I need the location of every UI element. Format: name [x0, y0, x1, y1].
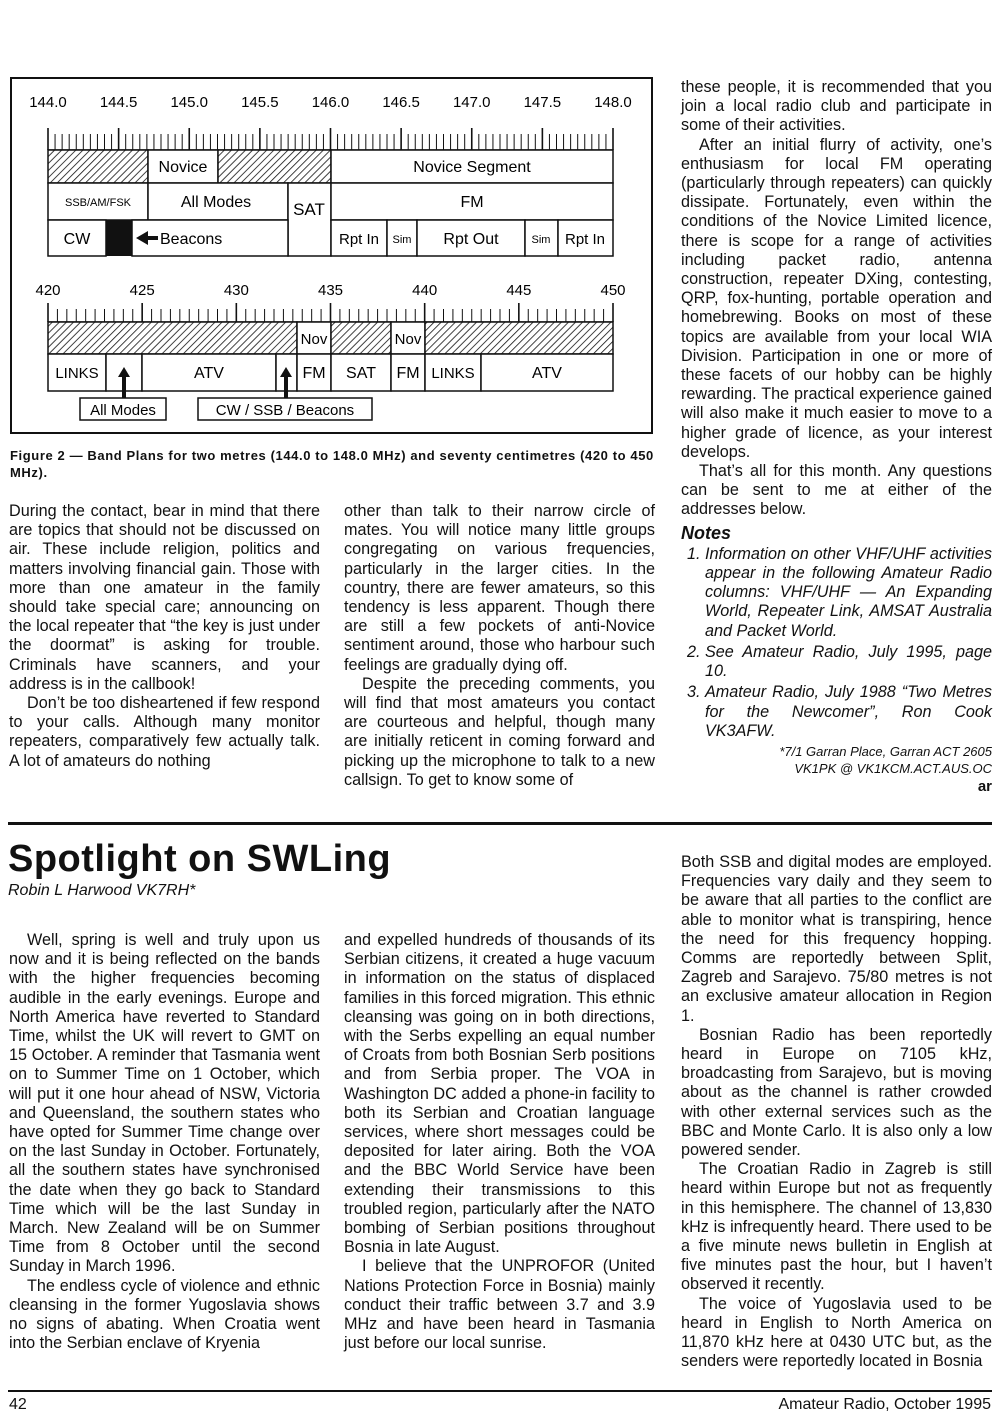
2m-beacons-label: Beacons — [160, 231, 223, 248]
paragraph: I believe that the UNPROFOR (United Nations Protection Force in Bosnia) mainly conduct their traffic between 3.7 and 3.9 MHz and have been heard in Tasmania just before our local sunrise. — [344, 1257, 655, 1353]
2m-sat-label: SAT — [293, 200, 325, 219]
2m-tick-label: 144.5 — [99, 94, 138, 111]
2m-tick-label: 144.0 — [29, 94, 67, 111]
note-item: 1. Information on other VHF/UHF activities appear in the following Amateur Radio columns: VHF/UHF — An Expanding World, Repeater Link, AMSAT Australia and Packet World. — [705, 545, 992, 641]
author-address: *7/1 Garran Place, Garran ACT 2605 — [779, 743, 992, 759]
paragraph: other than talk to their narrow circle of mates. You will notice many little groups congregating on various frequencies, particularly in the larger cities. In the country, there are fewer amateurs, so this tendency is less apparent. Though there are still a few pockets of anti-Novice sentiment around, those who harbour such feelings are gradually dying off. — [344, 502, 655, 674]
paragraph: these people, it is recommended that you join a local radio club and participate in some of their activities. — [681, 78, 992, 135]
70cm-nov2-label: Nov — [394, 331, 422, 348]
notes-section — [681, 524, 992, 796]
paragraph: After an initial flurry of activity, one’s enthusiasm for local FM operating (particularly through repeaters) can quickly dissipate. Fortunately, even within the conditions of the Novice Limited licence, there is scope for a range of activities including packet radio, antenna construction, repeater DXing, contesting, QRP, fox-hunting, portable operation and homebrewing. Books on most of these topics are available from your local WIA Division. Participation in one or more of these facets of our hobby can be highly rewarding. The practical experience gained will also make it much easier to move to a higher grade of licence, as your interest develops. — [681, 135, 992, 461]
article-byline: Robin L Harwood VK7RH* — [8, 882, 196, 899]
section-divider — [8, 822, 992, 825]
70cm-links2-label: LINKS — [431, 365, 475, 382]
2m-tick-label: 145.0 — [170, 94, 209, 111]
2m-rpt-in-label: Rpt In — [338, 231, 380, 248]
2m-tick-labels — [29, 94, 632, 111]
70cm-fm2-label: FM — [396, 365, 420, 382]
paragraph: Well, spring is well and truly upon us now and it is being reflected on the bands with the higher frequencies becoming audible in the early evenings. Europe and North America have reverted to Standard Time, whilst the UK will revert to GMT on 15 October. A reminder that Tasmania went on to Summer Time on 1 October, which will put it one hour ahead of NSW, Victoria and Queensland, the southern states who have opted for Summer Time change over on the last Sunday in October. Fortunately, all the southern states have synchronised the date when they go back to Standard Time which will be the last Sunday in March. New Zealand will be on Summer Time from 8 October until the second Sunday in March 1996. — [9, 931, 320, 1276]
paragraph: The Croatian Radio in Zagreb is still heard within Europe but not as frequently in this hemisphere. The channel of 13,830 kHz is infrequently heard. There used to be a five minute news bulletin in English at five minutes past the hour, but I haven’t observed it recently. — [681, 1160, 992, 1294]
paragraph: Both SSB and digital modes are employed. Frequencies vary daily and they seem to be aware that all parties to the conflict are able to monitor what is transpiring, hence the need for this frequency hopping. Comms are reportedly between Split, Zagreb and Sarajevo. 75/80 metres is not an exclusive amateur allocation in Region 1. — [681, 853, 992, 1025]
70cm-nov1-label: Nov — [300, 331, 328, 348]
70cm-sat-label: SAT — [346, 365, 376, 382]
paragraph: The endless cycle of violence and ethnic cleansing in the former Yugoslavia shows no signs of abating. When Croatia went into the Serbian enclave of Kryenia — [9, 1276, 320, 1353]
2m-hatched-segment-1 — [48, 150, 148, 183]
70cm-tick-label: 445 — [506, 282, 532, 299]
article-column-1 — [9, 931, 320, 1353]
70cm-tick-labels — [35, 282, 625, 299]
70cm-tick-label: 420 — [35, 282, 61, 299]
2m-tick-label: 146.5 — [382, 94, 420, 111]
notes-list — [681, 545, 992, 741]
2m-rpt-out-label: Rpt Out — [443, 231, 499, 248]
note-item: 2. See Amateur Radio, July 1995, page 10. — [705, 643, 992, 681]
article-column-2 — [344, 931, 655, 1353]
70cm-hatched-segment-3 — [425, 322, 613, 354]
2m-cw-label: CW — [63, 231, 91, 248]
70cm-tick-label: 430 — [223, 282, 249, 299]
2m-sat-box — [288, 183, 331, 256]
band-plan-diagram — [12, 79, 651, 432]
paragraph: The voice of Yugoslavia used to be heard in English to North America on 11,870 kHz here at 0430 UTC but, as the senders were reportedly located in Bosnia — [681, 1294, 992, 1371]
paragraph: Don’t be too disheartened if few respond to your calls. Although many monitor repeaters, comparatively few actually talk. A lot of amateurs do nothing — [9, 694, 320, 770]
2m-sim-label: Sim — [392, 234, 412, 246]
2m-all-modes-label: All Modes — [180, 194, 252, 211]
70cm-hatched-segment-1 — [48, 322, 297, 354]
70cm-atv-label: ATV — [194, 365, 224, 382]
2m-ssb-am-fsk-label: SSB/AM/FSK — [64, 197, 132, 209]
2m-tick-label: 147.5 — [523, 94, 562, 111]
70cm-cw-ssb-legend: CW / SSB / Beacons — [215, 402, 355, 419]
70cm-all-modes-legend: All Modes — [90, 402, 156, 419]
note-item: 3. Amateur Radio, July 1988 “Two Metres for the Newcomer”, Ron Cook VK3AFW. — [705, 683, 992, 741]
end-mark: ar — [977, 777, 992, 795]
2m-novice-label: Novice — [158, 159, 208, 176]
author-packet-address: VK1PK @ VK1KCM.ACT.AUS.OC — [794, 760, 992, 776]
70cm-fm-label: FM — [302, 365, 326, 382]
2m-beacon-block — [106, 220, 132, 256]
2m-tick-label: 146.0 — [311, 94, 350, 111]
publication-info: Amateur Radio, October 1995 — [778, 1396, 991, 1413]
70cm-atv2-label: ATV — [532, 365, 562, 382]
paragraph: Bosnian Radio has been reportedly heard in Europe on 7105 kHz, broadcasting from Sarajevo, but is moving about as the channel is rather crowded with other external services such as the BBC and Monte Carlo. It is also only a low powered sender. — [681, 1025, 992, 1160]
paragraph: That’s all for this month. Any questions can be sent to me at either of the addresses below. — [681, 462, 992, 519]
70cm-hatched-segment-2 — [331, 322, 391, 354]
2m-novice-segment-label: Novice Segment — [413, 159, 531, 176]
70cm-links-label: LINKS — [55, 365, 99, 382]
paragraph: Despite the preceding comments, you will find that most amateurs you contact are courteous and helpful, though many are initially reticent in coming forward and picking up the microphone to talk to a new callsign. To get to know some of — [344, 674, 655, 789]
2m-ruler — [48, 128, 613, 150]
2m-tick-label: 145.5 — [241, 94, 279, 111]
70cm-ruler — [48, 303, 613, 322]
band-plan-figure — [10, 77, 653, 434]
70cm-tick-label: 425 — [129, 282, 155, 299]
notes-heading: Notes — [681, 522, 732, 543]
article-column-3 — [681, 853, 992, 1371]
2m-hatched-segment-2 — [218, 150, 331, 183]
70cm-tick-label: 450 — [600, 282, 626, 299]
footer-rule — [8, 1390, 992, 1392]
2m-fm-label: FM — [460, 194, 484, 211]
70cm-tick-label: 440 — [412, 282, 438, 299]
70cm-tick-label: 435 — [317, 282, 344, 299]
2m-tick-label: 147.0 — [452, 94, 491, 111]
paragraph: During the contact, bear in mind that there are topics that should not be discussed on air. These include religion, politics and matters involving financial gain. Those with more than one amateur in the family should take special care; announcing on the local repeater that “the key is just under the doormat” is asking for trouble. Criminals have scanners, and your address is in the callbook! — [9, 502, 320, 693]
figure-caption: Figure 2 — Band Plans for two metres (144.0 to 148.0 MHz) and seventy centimetres (420 to 450 MHz). — [10, 448, 654, 480]
page-number: 42 — [9, 1396, 27, 1413]
article-title: Spotlight on SWLing — [8, 838, 392, 880]
2m-rpt-in2-label: Rpt In — [564, 231, 606, 248]
paragraph: and expelled hundreds of thousands of its Serbian citizens, it created a huge vacuum in information on the status of displaced families in this forced migration. This ethnic cleansing was going on in both directions, with the Serbs expelling an equal number of Croats from both Bosnian Serb positions and from Serbia proper. The VOA in Washington DC added a phone-in facility to both its Serbian and Croatian language services, where short messages could be deposited for later airing. Both the VOA and the BBC World Service have been extending their transmissions to this troubled region, particularly after the NATO bombing of Serbian positions throughout Bosnia in late August. — [344, 931, 655, 1257]
top-column-1 — [9, 502, 320, 771]
2m-sim2-label: Sim — [531, 234, 551, 246]
top-column-3 — [681, 78, 992, 796]
2m-tick-label: 148.0 — [594, 94, 632, 111]
top-column-2 — [344, 502, 655, 790]
